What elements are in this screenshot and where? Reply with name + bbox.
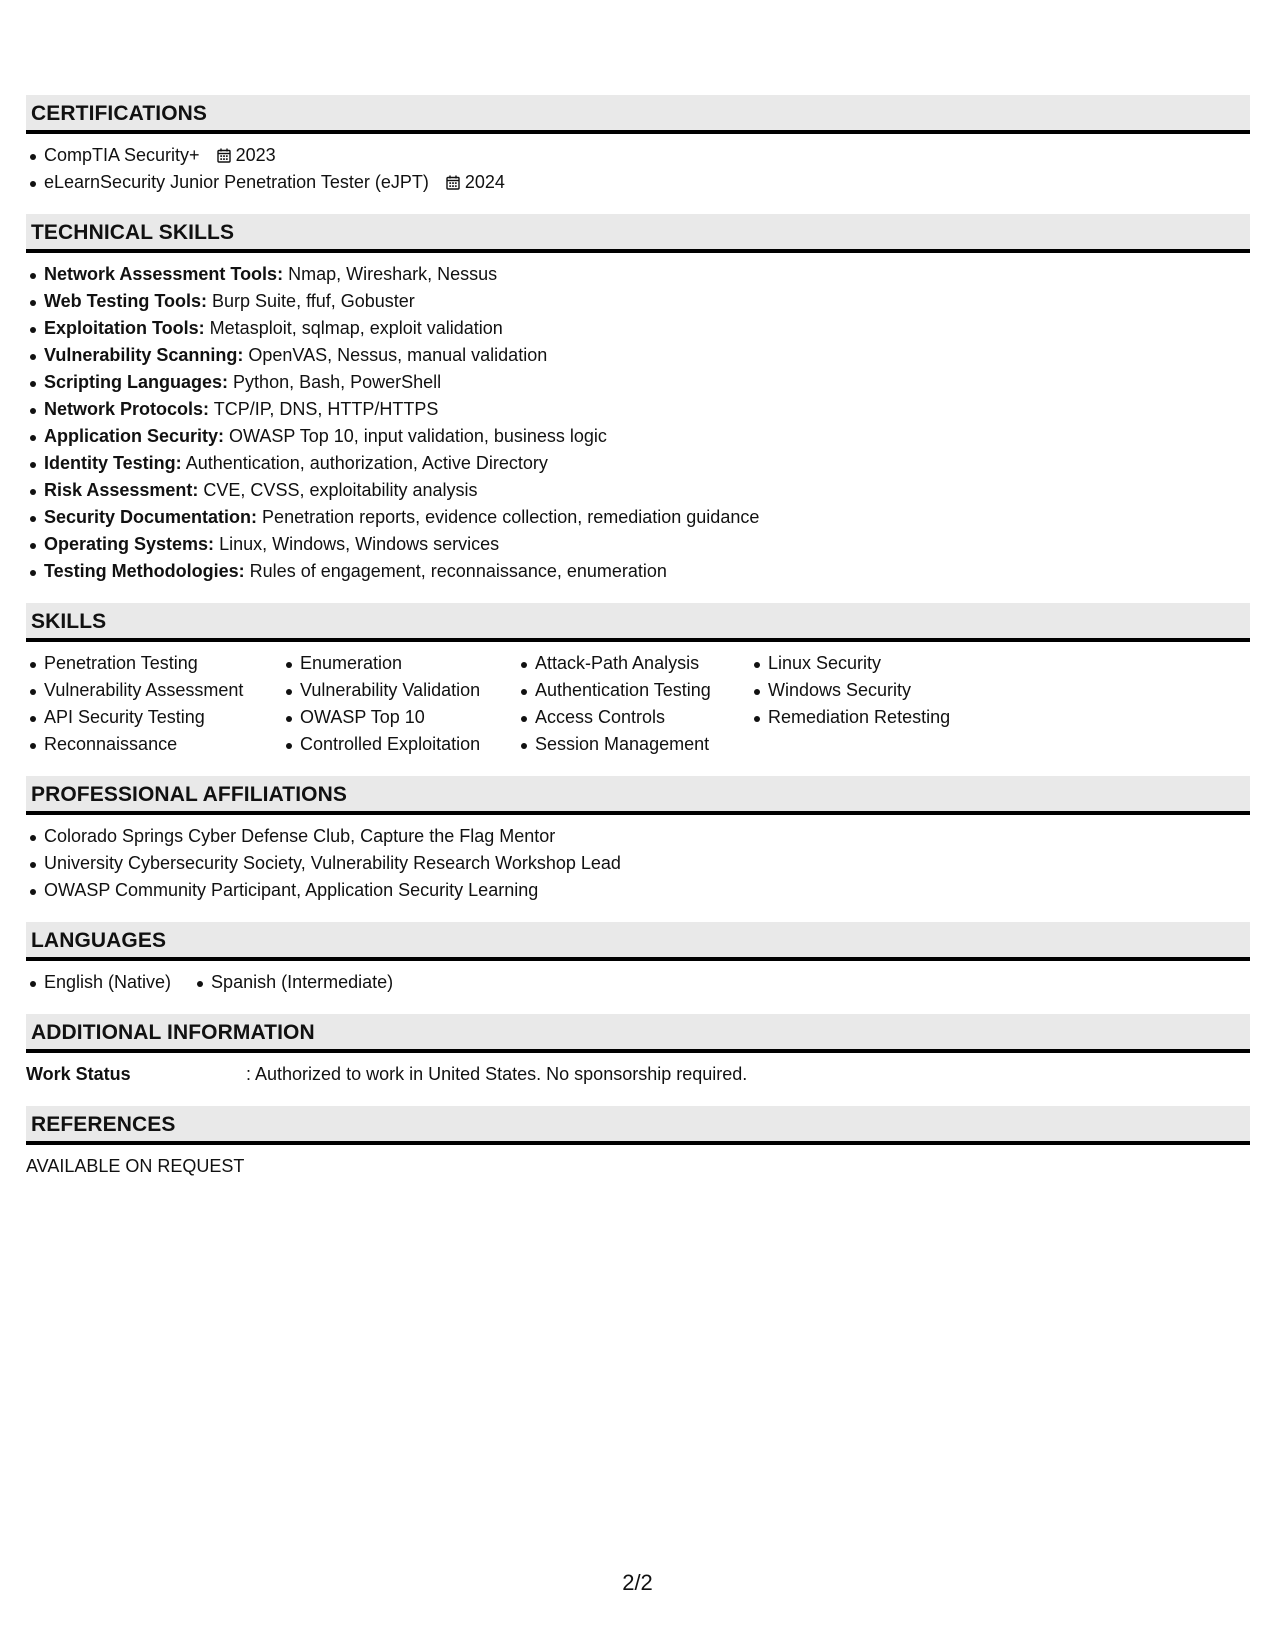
skill-values: Rules of engagement, reconnaissance, enumeration <box>249 561 667 581</box>
certifications-section <box>26 95 1250 196</box>
additional-info-section <box>26 1014 1250 1088</box>
list-item <box>26 261 1250 288</box>
list-item: Remediation Retesting <box>750 704 990 731</box>
skill-values: Metasploit, sqlmap, exploit validation <box>209 318 503 338</box>
list-item: Reconnaissance <box>26 731 282 758</box>
list-item <box>26 396 1250 423</box>
list-item <box>26 477 1250 504</box>
skills-column <box>26 650 282 758</box>
list-item: Session Management <box>517 731 750 758</box>
work-status-label: Work Status <box>26 1064 131 1084</box>
resume-page <box>26 95 1250 1198</box>
list-item <box>26 558 1250 585</box>
affiliations-section <box>26 776 1250 904</box>
list-item: Access Controls <box>517 704 750 731</box>
list-item: OWASP Top 10 <box>282 704 517 731</box>
skill-category: Application Security: <box>44 426 225 446</box>
skill-category: Web Testing Tools: <box>44 291 207 311</box>
list-item: University Cybersecurity Society, Vulnerability Research Workshop Lead <box>26 850 1250 877</box>
skill-values: Authentication, authorization, Active Directory <box>185 453 548 473</box>
skill-values: Penetration reports, evidence collection, remediation guidance <box>262 507 760 527</box>
list-item <box>26 142 1250 169</box>
skills-column <box>750 650 990 758</box>
list-item: OWASP Community Participant, Application Security Learning <box>26 877 1250 904</box>
list-item: Vulnerability Validation <box>282 677 517 704</box>
calendar-icon <box>217 148 231 163</box>
list-item: Authentication Testing <box>517 677 750 704</box>
work-status-value: : Authorized to work in United States. No sponsorship required. <box>246 1064 748 1084</box>
skill-values: Burp Suite, ffuf, Gobuster <box>212 291 415 311</box>
section-heading: PROFESSIONAL AFFILIATIONS <box>26 776 1250 815</box>
section-heading: REFERENCES <box>26 1106 1250 1145</box>
list-item <box>26 531 1250 558</box>
certifications-list <box>26 142 1250 196</box>
section-heading: ADDITIONAL INFORMATION <box>26 1014 1250 1053</box>
list-item: Vulnerability Assessment <box>26 677 282 704</box>
languages-list <box>26 969 1250 996</box>
page-number: 2/2 <box>622 1570 653 1595</box>
technical-skills-section <box>26 214 1250 585</box>
skill-values: CVE, CVSS, exploitability analysis <box>203 480 478 500</box>
list-item <box>26 342 1250 369</box>
certification-year: 2024 <box>464 172 505 192</box>
skill-values: Python, Bash, PowerShell <box>233 372 442 392</box>
skill-category: Exploitation Tools: <box>44 318 205 338</box>
skill-category: Network Assessment Tools: <box>44 264 284 284</box>
list-item <box>26 450 1250 477</box>
section-heading: SKILLS <box>26 603 1250 642</box>
list-item <box>26 169 1250 196</box>
skills-section <box>26 603 1250 758</box>
certification-name: eLearnSecurity Junior Penetration Tester (eJPT) <box>44 172 429 192</box>
certification-year: 2023 <box>235 145 276 165</box>
list-item <box>26 369 1250 396</box>
languages-section <box>26 922 1250 996</box>
technical-skills-list <box>26 261 1250 585</box>
skill-category: Risk Assessment: <box>44 480 199 500</box>
list-item <box>26 315 1250 342</box>
skill-values: OpenVAS, Nessus, manual validation <box>248 345 548 365</box>
calendar-icon <box>446 175 460 190</box>
list-item <box>26 288 1250 315</box>
skill-category: Security Documentation: <box>44 507 258 527</box>
list-item: Penetration Testing <box>26 650 282 677</box>
skills-grid <box>26 650 1250 758</box>
list-item: Attack-Path Analysis <box>517 650 750 677</box>
skill-category: Testing Methodologies: <box>44 561 245 581</box>
skill-category: Network Protocols: <box>44 399 210 419</box>
certification-name: CompTIA Security+ <box>44 145 200 165</box>
list-item: API Security Testing <box>26 704 282 731</box>
list-item: Enumeration <box>282 650 517 677</box>
list-item: Colorado Springs Cyber Defense Club, Capture the Flag Mentor <box>26 823 1250 850</box>
skills-column <box>282 650 517 758</box>
skill-category: Operating Systems: <box>44 534 215 554</box>
references-section <box>26 1106 1250 1180</box>
list-item: Linux Security <box>750 650 990 677</box>
skill-category: Identity Testing: <box>44 453 182 473</box>
section-heading: TECHNICAL SKILLS <box>26 214 1250 253</box>
section-heading: LANGUAGES <box>26 922 1250 961</box>
skill-values: Linux, Windows, Windows services <box>219 534 500 554</box>
skill-values: TCP/IP, DNS, HTTP/HTTPS <box>213 399 439 419</box>
skill-values: Nmap, Wireshark, Nessus <box>288 264 498 284</box>
section-heading: CERTIFICATIONS <box>26 95 1250 134</box>
list-item: English (Native) <box>26 969 171 996</box>
references-text: AVAILABLE ON REQUEST <box>26 1156 245 1176</box>
list-item: Controlled Exploitation <box>282 731 517 758</box>
list-item: Windows Security <box>750 677 990 704</box>
list-item <box>26 423 1250 450</box>
work-status-row <box>26 1061 1250 1088</box>
skill-category: Scripting Languages: <box>44 372 229 392</box>
skills-column <box>517 650 750 758</box>
skill-category: Vulnerability Scanning: <box>44 345 244 365</box>
affiliations-list <box>26 823 1250 904</box>
list-item <box>26 504 1250 531</box>
list-item: Spanish (Intermediate) <box>193 969 393 996</box>
skill-values: OWASP Top 10, input validation, business logic <box>229 426 607 446</box>
